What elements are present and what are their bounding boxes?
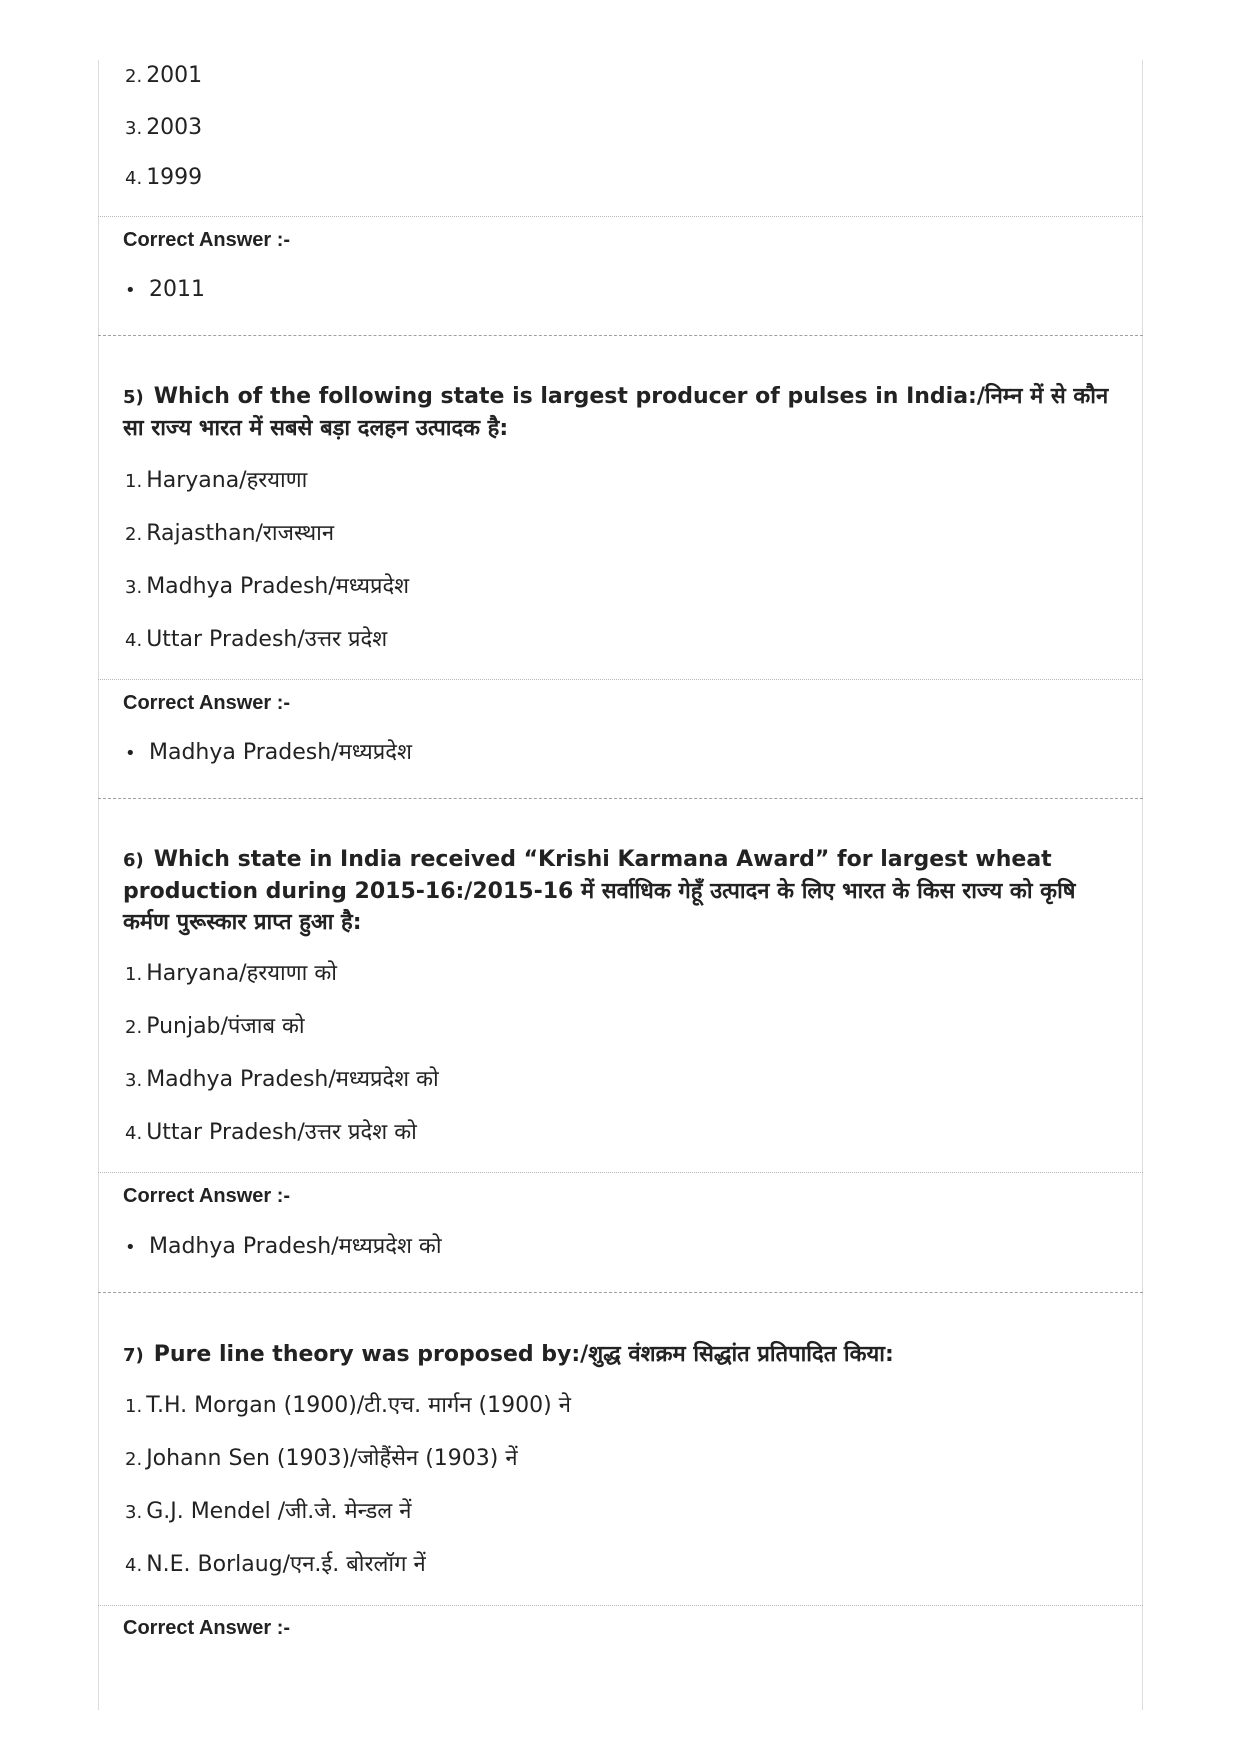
q7-option-4[interactable]: 4. N.E. Borlaug/एन.ई. बोरलॉग नें [125, 1552, 426, 1577]
question-7: 7) Pure line theory was proposed by:/शुद्ध वंशक्रम सिद्धांत प्रतिपादित किया: [123, 1342, 894, 1367]
divider [98, 216, 1143, 217]
question-separator [98, 335, 1143, 336]
q6-option-1[interactable]: 1. Haryana/हरयाणा को [125, 961, 337, 986]
q5-option-3[interactable]: 3. Madhya Pradesh/मध्यप्रदेश [125, 574, 410, 599]
question-5: 5) Which of the following state is largest producer of pulses in India:/निम्न में से कौन सा राज्य भारत में सबसे बड़ा दलहन उत्पादक है: [123, 384, 1109, 441]
question-6: 6) Which state in India received “Krishi Karmana Award” for largest wheat production during 2015-16:/2015-16 में सर्वाधिक गेहूँ उत्पादन के लिए भारत के किस राज्य को कृषि कर्मण पुरूस्कार प्राप्त हुआ है: [123, 847, 1076, 935]
correct-answer: • Madhya Pradesh/मध्यप्रदेश को [125, 1233, 442, 1262]
q6-option-4[interactable]: 4. Uttar Pradesh/उत्तर प्रदेश को [125, 1120, 417, 1145]
q5-option-2[interactable]: 2. Rajasthan/राजस्थान [125, 521, 335, 546]
correct-answer-label: Correct Answer :- [123, 692, 291, 714]
q7-option-3[interactable]: 3. G.J. Mendel /जी.जे. मेन्डल नें [125, 1499, 412, 1524]
option-4[interactable]: 4. 1999 [125, 165, 203, 190]
question-separator [98, 798, 1143, 799]
q7-option-1[interactable]: 1. T.H. Morgan (1900)/टी.एच. मार्गन (1900) ने [125, 1393, 571, 1418]
option-3[interactable]: 3. 2003 [125, 115, 203, 140]
bullet-icon: • [125, 1237, 136, 1258]
question-separator [98, 1292, 1143, 1293]
correct-answer-label: Correct Answer :- [123, 229, 291, 251]
q5-option-4[interactable]: 4. Uttar Pradesh/उत्तर प्रदेश [125, 627, 388, 652]
q5-option-1[interactable]: 1. Haryana/हरयाणा [125, 468, 308, 493]
correct-answer: • 2011 [125, 276, 205, 305]
correct-answer: • Madhya Pradesh/मध्यप्रदेश [125, 739, 412, 768]
divider [98, 1605, 1143, 1606]
q6-option-2[interactable]: 2. Punjab/पंजाब को [125, 1014, 305, 1039]
divider [98, 1172, 1143, 1173]
bullet-icon: • [125, 743, 136, 764]
correct-answer-label: Correct Answer :- [123, 1185, 291, 1207]
q6-option-3[interactable]: 3. Madhya Pradesh/मध्यप्रदेश को [125, 1067, 439, 1092]
option-2[interactable]: 2. 2001 [125, 63, 203, 88]
bullet-icon: • [125, 280, 136, 301]
q7-option-2[interactable]: 2. Johann Sen (1903)/जोहैंसेन (1903) नें [125, 1446, 518, 1471]
correct-answer-label: Correct Answer :- [123, 1617, 291, 1639]
divider [98, 679, 1143, 680]
